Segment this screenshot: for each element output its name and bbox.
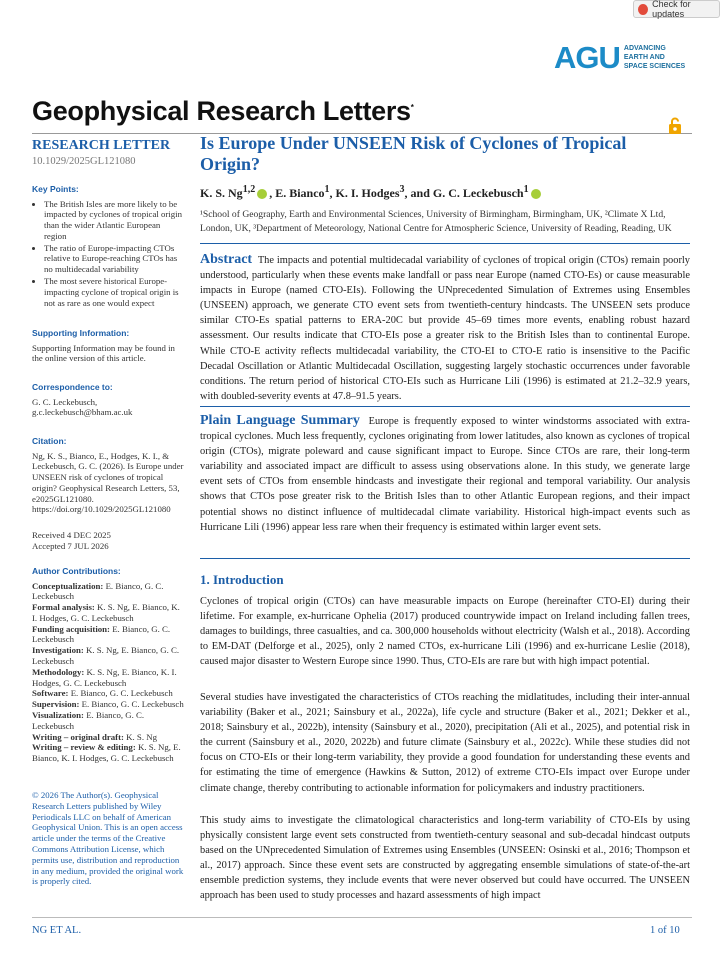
page-number: 1 of 10: [650, 925, 680, 936]
article-doi: 10.1029/2025GL121080: [32, 156, 136, 167]
contribution-item: Visualization: E. Bianco, G. C. Leckebusch: [32, 710, 145, 731]
check-for-updates-button[interactable]: [633, 0, 720, 18]
contributions-label: Author Contributions:: [32, 566, 121, 576]
sidebar: [32, 138, 184, 887]
contribution-item: Writing – review & editing: K. S. Ng, E. Bianco, K. I. Hodges, G. C. Leckebusch: [32, 742, 181, 764]
check-updates-icon: [638, 4, 648, 15]
author-name[interactable]: K. I. Hodges: [335, 186, 400, 200]
supporting-info-text: Supporting Information may be found in the online version of this article.: [32, 342, 175, 364]
key-points-section: [32, 184, 184, 309]
accepted-date: Accepted 7 JUL 2026: [32, 540, 109, 551]
citation-label: Citation:: [32, 436, 67, 446]
key-points-list: [32, 199, 184, 309]
correspondence-label: Correspondence to:: [32, 382, 113, 392]
agu-logo: [554, 42, 685, 73]
citation-text: Ng, K. S., Bianco, E., Hodges, K. I., & Leckebusch, G. C. (2026). Is Europe under UNSEEN risk of cyclones of tropical origin? Geophysical Research Letters, 53, e2025GL121080.: [32, 450, 184, 504]
key-points-label: Key Points:: [32, 184, 79, 194]
correspondence-email-link[interactable]: g.c.leckebusch@bham.ac.uk: [32, 407, 133, 418]
received-date: Received 4 DEC 2025: [32, 530, 111, 540]
author-list: [200, 184, 690, 201]
author-name[interactable]: K. S. Ng: [200, 186, 243, 200]
contributions-section: [32, 566, 184, 764]
intro-paragraph-2: Several studies have investigated the characteristics of CTOs reaching the midlatitudes, including their inter-annual variability (Baker et al., 2021; Sainsbury et al., 2022a), life cycle and structure (Baker et al., 2021; Dekker et al., 2018; Sainsbury et al., 2022b), intensity (Sainsbury et al., 2020), precipitation (Ali et al., 2025), and potential risk in the current (Sainsbury et al., 2020, 2022b) and future climate (Sainsbury et al., 2022c). While these studies did not focus on CTO-EIs or their long-term variability, they provide a good foundation for understanding these events and for estimating the time of emergence (Hawkins & Sutton, 2012) of extreme CTO-EIs impact over Europe under climate change, thereby contributing to actionable information for policymakers and industry practitioners.: [200, 692, 690, 794]
license-text: © 2026 The Author(s). Geophysical Research Letters published by Wiley Periodicals LLC on behalf of American Geophysical Union. This is an open access article under the terms of the Creative Commons Attribution License, which permits use, distribution and reproduction in any medium, provided the original work is properly cited.: [32, 790, 184, 887]
author-affiliation-sup: 1,2: [242, 184, 256, 195]
plain-language-summary-section: [200, 413, 690, 535]
correspondence-section: [32, 382, 184, 419]
agu-logo-line1: ADVANCING: [623, 45, 666, 52]
abstract-heading: Abstract: [200, 252, 253, 267]
supporting-info-label: Supporting Information:: [32, 328, 130, 338]
agu-logo-mark: AGU: [554, 40, 620, 75]
key-point: • The British Isles are more likely to be impacted by cyclones of tropical origin than the wider Atlantic European region: [44, 199, 184, 242]
key-point: • The most severe historical Europe-impacting cyclone of tropical origin is not as rare as one would expect: [44, 276, 184, 308]
article-type: RESEARCH LETTER: [32, 138, 171, 153]
pls-text: Europe is frequently exposed to winter windstorms associated with extra-tropical cyclones. Much less frequently, cyclones originating from lower latitudes, also known as cyclones of tropical origin (CTOs), migrate poleward and cause significant impact to Europe. Since CTOs are rare, their long-term variability and associated impact are difficult to assess using observations alone. In this study, we generate large event sets of CTOs from ensemble hindcasts and investigate their regional and temporal variability. Our analysis shows that CTOs pose greater risk to the British Isles than to other Atlantic European regions, and their impact potential shows no distinct influence of multidecadal climate variability. Historical high-impact events such as Hurricane Lili (1996) appear less rare when their frequency is estimated within larger event sets.: [200, 416, 690, 533]
journal-title-mark: *: [410, 103, 414, 112]
author-affiliation-sup: 3: [399, 184, 405, 195]
agu-logo-text: [624, 44, 685, 71]
contribution-item: Funding acquisition: E. Bianco, G. C. Leckebusch: [32, 623, 171, 645]
footer-divider: [32, 917, 692, 918]
key-point: • The ratio of Europe-impacting CTOs relative to Europe-reaching CTOs has no multidecadal variability: [44, 243, 184, 275]
intro-paragraph-3: This study aims to investigate the climatological characteristics and long-term variability of CTO-EIs by using physically consistent large event sets constructed from twentieth-century seasonal and sub-decadal hindcast outputs based on the UNprecedented Simulation of Extremes using Ensembles (UNSEEN: Osinski et al., 2016; Thompson et al., 2017) approach. Since these event sets are constructed by aggregating ensemble simulations of state-of-the-art ensemble prediction systems, they include events that were never observed but could have occurred. The UNSEEN approach has been used to study processes and hazard assessments of high impact: [200, 815, 690, 902]
author-affiliation-sup: 1: [324, 184, 330, 195]
contribution-item: Investigation: K. S. Ng, E. Bianco, G. C. Leckebusch: [32, 645, 180, 667]
dates-section: [32, 530, 184, 552]
article-title: Is Europe Under UNSEEN Risk of Cyclones of Tropical Origin?: [200, 133, 627, 174]
orcid-icon[interactable]: [257, 189, 267, 199]
supporting-info-section: [32, 328, 184, 364]
contribution-item: Methodology: K. S. Ng, E. Bianco, K. I. Hodges, G. C. Leckebusch: [32, 666, 177, 688]
pls-divider: [200, 406, 690, 407]
contribution-item: Writing – original draft: K. S. Ng: [32, 731, 157, 742]
footer-authors: NG ET AL.: [32, 925, 82, 936]
author-name[interactable]: E. Bianco: [275, 186, 325, 200]
pls-heading: Plain Language Summary: [200, 413, 360, 428]
author-separator: ,: [269, 186, 276, 200]
contribution-item: Formal analysis: K. S. Ng, E. Bianco, K. I. Hodges, G. C. Leckebusch: [32, 602, 180, 623]
citation-doi-link[interactable]: https://doi.org/10.1029/2025GL121080: [32, 504, 171, 515]
abstract-text: The impacts and potential multidecadal variability of cyclones of tropical origin (CTOs) remain poorly understood, particularly when these events make landfall or pass near Europe (named CTO-Es) or cause measurable impacts in Europe (named CTO-EIs). Following the UNprecedented Simulation of Extremes using Ensembles (UNSEEN) approach, we generate CTO event sets from twentieth-century hindcasts. The UNSEEN sets produce similar CTO-Es spatial patterns to ERA-20C but provide 45–69 times more events, enabling robust hazard assessment. Our results indicate that CTO-EIs pose a greater risk to the British Isles than to continental Europe. While CTO-E activity reflects multidecadal variability, the CTO-EI to CTO-E ratio is insensitive to the Pacific Decadal Oscillation or Atlantic Multidecadal Oscillation, suggesting largely stochastic occurrences under favorable conditions. The return period of historical CTO-EIs such as Hurricane Lili (1996) is estimated at 21.2–32.9 years, with doubled-severity events at 47.8–91.5 years.: [200, 255, 690, 402]
journal-title: [32, 96, 414, 127]
author-separator: , and: [404, 186, 433, 200]
correspondence-name: G. C. Leckebusch,: [32, 396, 98, 407]
section-heading-introduction: 1. Introduction: [200, 572, 284, 587]
abstract-divider: [200, 243, 690, 244]
intro-divider: [200, 558, 690, 559]
author-affiliation-sup: 1: [523, 184, 529, 195]
agu-logo-line2: EARTH AND: [623, 54, 665, 61]
check-updates-label: Check for updates: [652, 0, 691, 19]
intro-paragraph-1: Cyclones of tropical origin (CTOs) can have measurable impacts on Europe (hereinafter CTO-EI) during their lifetime. For example, ex-hurricane Ophelia (2017) produced countrywide impact on Ireland including fallen trees, damages to buildings, three casualties, and ca. 300,000 households without electricity (Walsh et al., 2018). According to EM-DAT (Delforge et al., 2025), only 2 named CTOs, ex-hurricane Lili (1996) and ex-hurricane Leslie (2018), caused major disaster to Western Europe since 1990. Thus, CTO-EIs are rare but with high impact potential.: [200, 596, 690, 668]
contribution-item: Software: E. Bianco, G. C. Leckebusch: [32, 688, 173, 699]
author-separator: ,: [329, 186, 336, 200]
affiliations: ¹School of Geography, Earth and Environmental Sciences, University of Birmingham, Birmingham, UK, ²Climate X Ltd, London, UK, ³Department of Meteorology, National Centre for Atmospheric Science, University of Reading, Reading, UK: [200, 209, 672, 234]
contribution-item: Conceptualization: E. Bianco, G. C. Leckebusch: [32, 580, 164, 602]
author-name[interactable]: G. C. Leckebusch: [432, 186, 524, 200]
citation-section: [32, 436, 184, 516]
orcid-icon[interactable]: [531, 189, 541, 199]
agu-logo-line3: SPACE SCIENCES: [623, 63, 686, 70]
contribution-item: Supervision: E. Bianco, G. C. Leckebusch: [32, 699, 184, 710]
journal-title-text: Geophysical Research Letters: [32, 96, 411, 126]
abstract-section: [200, 252, 690, 404]
